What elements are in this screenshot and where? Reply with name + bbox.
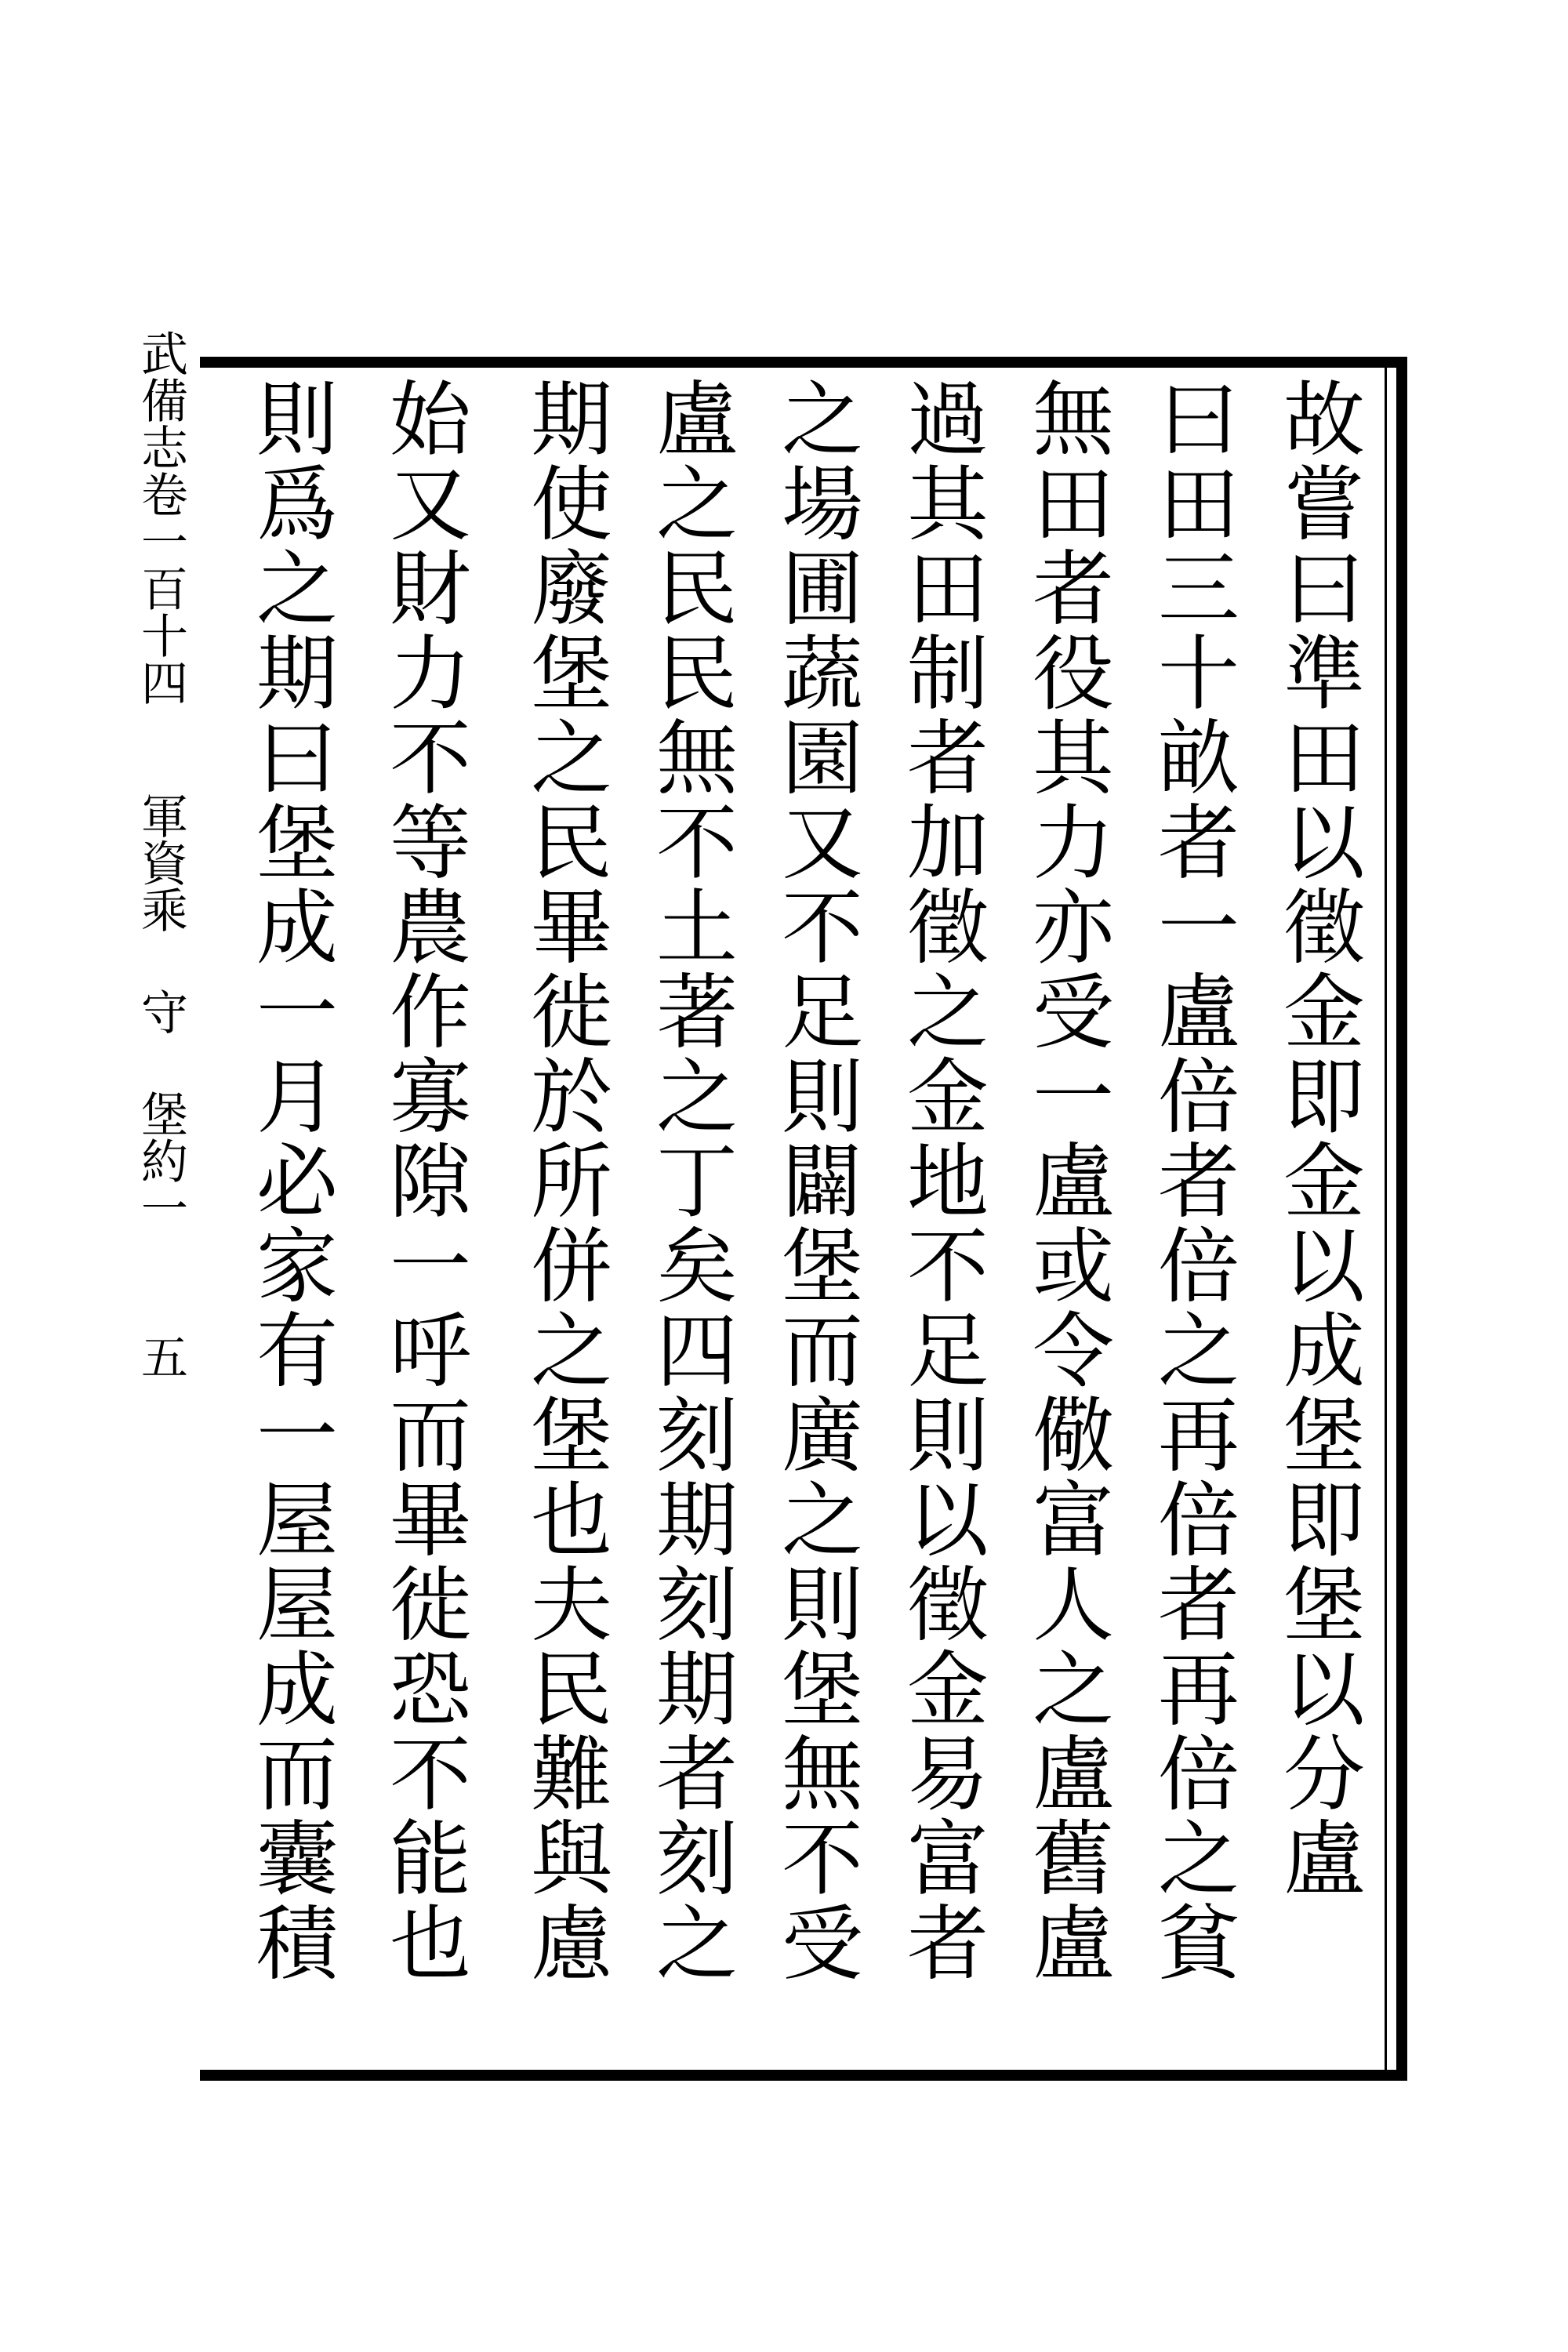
frame-top-rule bbox=[200, 357, 1407, 368]
text-column-6: 盧之民民無不土著之丁矣四刻期刻期者刻之 bbox=[642, 376, 738, 1985]
frame-bottom-rule bbox=[200, 2070, 1407, 2081]
text-column-4: 過其田制者加徵之金地不足則以徵金易富者 bbox=[893, 376, 989, 1985]
margin-book-title: 武備志卷一百十四 bbox=[133, 329, 188, 706]
margin-section: 軍資乘 守 堡約一 bbox=[133, 792, 188, 1231]
text-column-5: 之場圃蔬園又不足則闢堡而廣之則堡無不受 bbox=[768, 376, 863, 1985]
text-column-3: 無田者役其力亦受一盧或令儆富人之盧舊盧 bbox=[1018, 376, 1114, 1985]
margin-column bbox=[125, 329, 196, 2070]
text-column-1: 故嘗曰準田以徵金即金以成堡即堡以分盧 bbox=[1269, 376, 1365, 1900]
text-column-8: 始又財力不等農作寡隙一呼而畢徙恐不能也 bbox=[376, 376, 471, 1985]
text-column-2: 曰田三十畝者一盧倍者倍之再倍者再倍之貧 bbox=[1144, 376, 1240, 1985]
text-column-7: 期使廢堡之民畢徙於所併之堡也夫民難與慮 bbox=[517, 376, 612, 1985]
frame-right-rule bbox=[1396, 357, 1407, 2078]
margin-page-number: 五 bbox=[133, 1333, 188, 1380]
frame-right-inner-rule bbox=[1385, 367, 1387, 2078]
text-column-9: 則爲之期曰堡成一月必家有一屋屋成而囊積 bbox=[242, 376, 338, 1985]
